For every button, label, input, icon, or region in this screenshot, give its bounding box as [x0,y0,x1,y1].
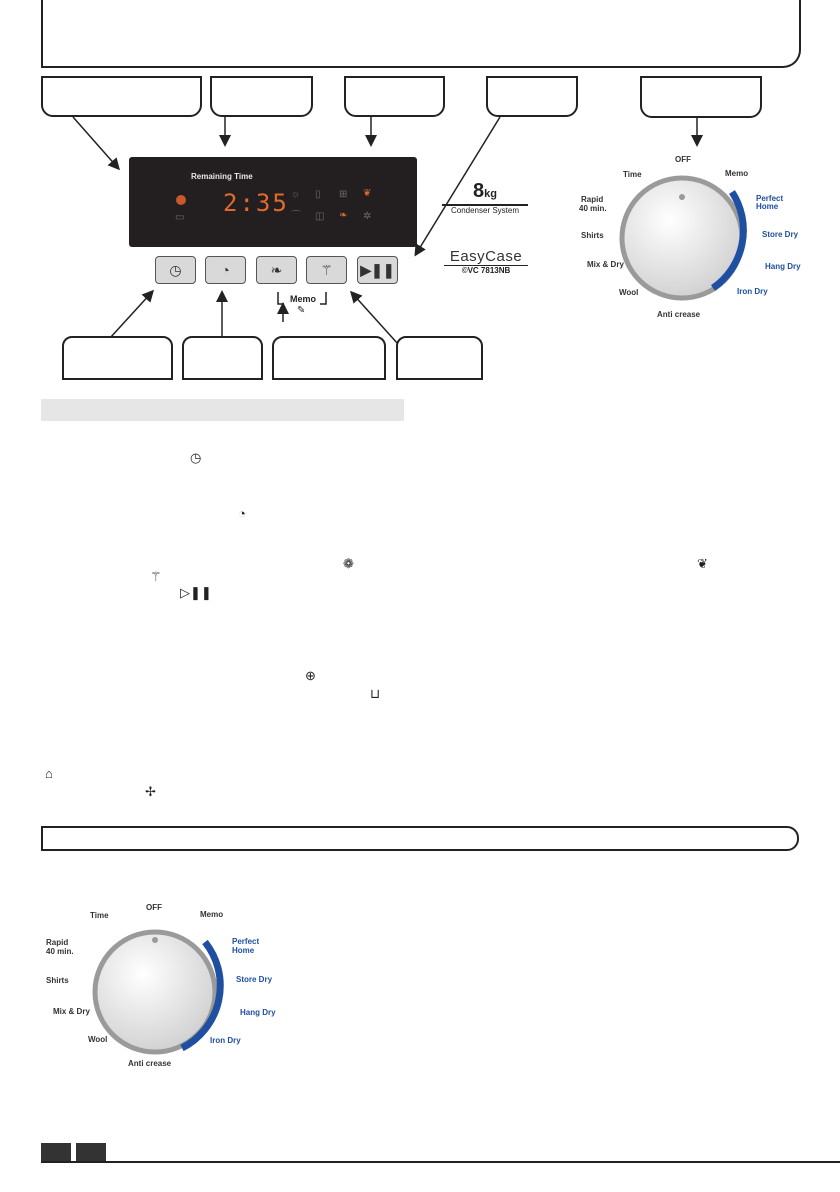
leaf-icon: ❦ [697,556,708,571]
time-button[interactable] [155,256,196,284]
sun-indicator-icon: ☼ [291,189,301,200]
shirt-indicator-icon: ◫ [315,211,325,222]
dial-perfect: Perfect [232,937,260,946]
fan-icon: ✢ [145,784,156,799]
page-tab-left [41,1143,71,1163]
dial-mix-dry: Mix & Dry [587,260,624,269]
delay-button[interactable] [205,256,246,284]
dial-wool: Wool [88,1035,108,1044]
fan-indicator-icon: ✲ [363,211,372,222]
dial-graphic [575,150,805,330]
capacity-unit: kg [484,188,497,200]
water-tank-icon: ⊔ [370,686,381,701]
dial-hang-dry: Hang Dry [765,262,801,271]
dial-memo: Memo [725,169,749,178]
dial-store-dry: Store Dry [762,230,799,239]
dial-off: OFF [675,155,691,164]
brand-logo [442,248,530,275]
dial-rapid-sub: 40 min. [46,947,74,956]
grid-icon: ⊕ [305,668,316,683]
callout-start-button [396,336,483,380]
remaining-time-label: Remaining Time [191,172,253,181]
dial-wool: Wool [619,288,639,297]
control-panel-display [129,157,417,247]
callout-memo-buttons [272,336,386,380]
capacity-number: 8 [473,180,485,202]
page-tab-right [76,1143,106,1163]
drying-level-icon: ❁ [343,556,354,571]
dial-iron-dry: Iron Dry [210,1036,241,1045]
drying-indicator-icon [176,195,186,205]
grid-indicator-icon: ⊞ [339,189,348,200]
dial-time: Time [90,911,109,920]
dial-rapid-sub: 40 min. [579,204,607,213]
section-header-program-dial [41,826,799,851]
dial-rapid: Rapid [581,195,604,204]
delay-timer-icon: ◔ [221,262,230,278]
clock-icon: ◷ [169,261,182,278]
callout-time-button [62,336,173,380]
tank-indicator-icon: ▭ [175,212,185,223]
callout-delay-button [182,336,263,380]
dial-shirts: Shirts [581,231,604,240]
model-number: ©VC 7813NB [461,266,511,275]
dial-mix-dry: Mix & Dry [53,1007,90,1016]
dial-shirts: Shirts [46,976,69,985]
dial-memo: Memo [200,910,224,919]
crease-icon: ⚚ [320,261,333,278]
brand-name: EasyCase [449,248,523,265]
dial-off: OFF [146,903,162,912]
capacity-badge [440,180,530,215]
play-pause-icon: ▷❚❚ [180,585,212,600]
program-dial-bottom[interactable] [40,900,290,1080]
condenser-label: Condenser System [450,206,520,215]
time-display: 2:35 [223,189,289,217]
dial-rapid: Rapid [46,938,69,947]
dial-anti-crease: Anti crease [128,1059,172,1068]
crease-icon: ⚚ [150,569,162,584]
leaf-indicator-icon: ❦ [363,188,372,199]
eco-home-icon: ⌂ [45,766,53,781]
store-indicator-icon: ▯ [315,189,321,200]
section-header-bar [41,399,404,421]
dial-perfect: Perfect [756,194,784,203]
feather-icon: ❧ [270,261,283,278]
start-pause-button[interactable] [357,256,398,284]
play-pause-icon: ▶❚❚ [360,261,395,278]
delay-timer-icon: ◔ [238,506,246,521]
program-dial-top[interactable] [575,150,805,330]
hang-indicator-icon: ⌒ [291,211,301,222]
memo-label: Memo [290,294,317,304]
footer-rule [41,1161,840,1163]
feather-indicator-icon: ❧ [339,210,348,221]
dial-hang-dry: Hang Dry [240,1008,276,1017]
dial-store-dry: Store Dry [236,975,273,984]
pin-icon: ✎ [297,305,306,316]
dial-anti-crease: Anti crease [657,310,701,319]
anti-crease-button[interactable] [306,256,347,284]
dial-graphic-2 [40,900,290,1080]
dial-iron-dry: Iron Dry [737,287,768,296]
dial-home: Home [756,202,779,211]
dial-home: Home [232,946,255,955]
clock-icon: ◷ [190,450,202,465]
drying-level-button[interactable] [256,256,297,284]
dial-time: Time [623,170,642,179]
